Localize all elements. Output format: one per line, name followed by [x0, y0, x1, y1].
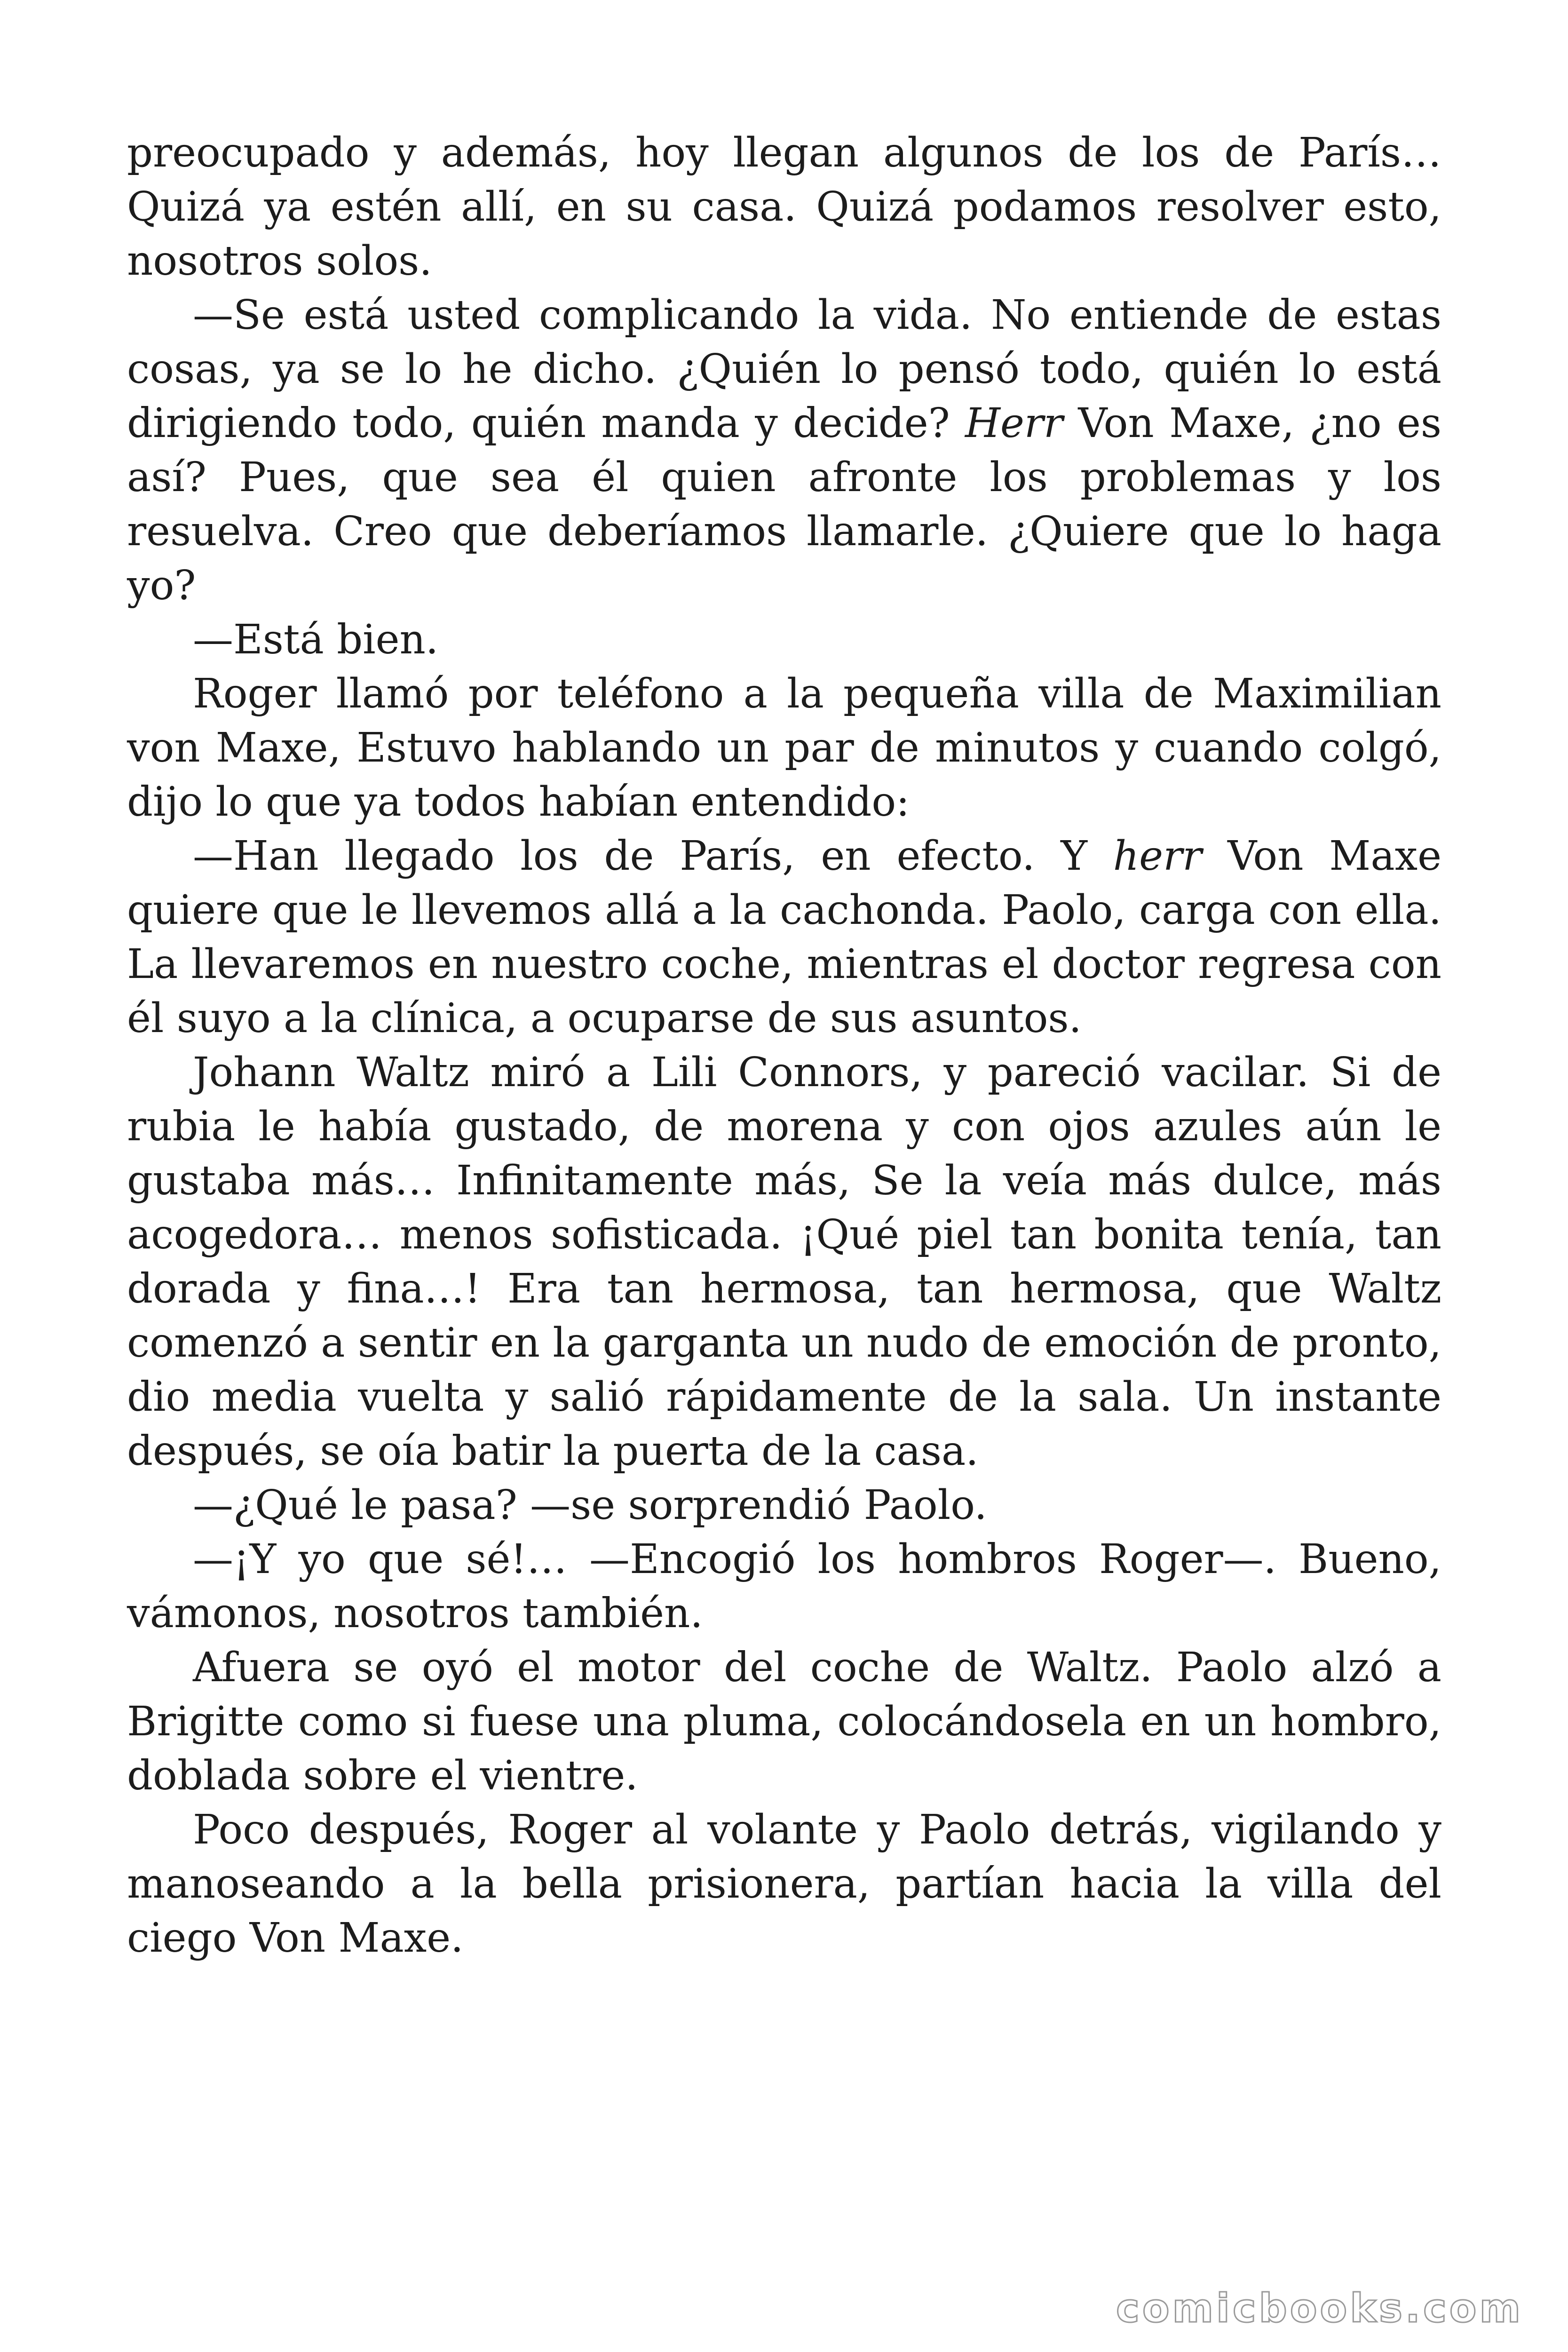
paragraph-text: Von Maxe quiere que le llevemos allá a la cachonda. Paolo, carga con ella. La llevaremos en nuestro coche, mientras el doctor regresa con él suyo a la clínica, a ocuparse de sus asuntos.	[127, 833, 1442, 1042]
paragraph-7	[127, 1478, 1441, 1533]
paragraph-6	[127, 1046, 1441, 1478]
paragraph-text: Roger llamó por teléfono a la pequeña villa de Maximilian von Maxe, Estuvo hablando un par de minutos y cuando colgó, dijo lo que ya todos habían entendido:	[127, 670, 1441, 826]
paragraph-10	[127, 1803, 1441, 1965]
paragraph-text: —¡Y yo que sé!… —Encogió los hombros Roger—. Bueno, vámonos, nosotros también.	[127, 1536, 1441, 1637]
paragraph-9	[127, 1641, 1441, 1803]
paragraph-text: —¿Qué le pasa? —se sorprendió Paolo.	[193, 1482, 987, 1529]
paragraph-text: —Se está usted complicando la vida. No entiende de estas cosas, ya se lo he dicho. ¿Quién lo pensó todo, quién lo está dirigiendo todo, quién manda y decide?	[127, 292, 1441, 447]
paragraph-4	[127, 667, 1441, 829]
paragraph-text: Johann Waltz miró a Lili Connors, y pareció vacilar. Si de rubia le había gustado, de morena y con ojos azules aún le gustaba más… Infinitamente más, Se la veía más dulce, más acogedora… menos sofisticada. ¡Qué piel tan bonita tenía, tan dorada y fina…! Era tan hermosa, tan hermosa, que Waltz comenzó a sentir en la garganta un nudo de emoción de pronto, dio media vuelta y salió rápidamente de la sala. Un instante después, se oía batir la puerta de la casa.	[127, 1049, 1441, 1475]
watermark-logo: comicbooks.com	[1116, 2285, 1523, 2331]
paragraph-text: —Han llegado los de París, en efecto. Y	[193, 833, 1113, 880]
paragraph-1	[127, 126, 1441, 288]
paragraph-3	[127, 613, 1441, 667]
paragraph-text: Von Maxe, ¿no es así? Pues, que sea él quien afronte los problemas y los resuelva. Creo que deberíamos llamarle. ¿Quiere que lo haga yo?	[127, 400, 1441, 609]
italic-word: herr	[1113, 833, 1202, 880]
paragraph-text: Afuera se oyó el motor del coche de Waltz. Paolo alzó a Brigitte como si fuese una pluma, colocándosela en un hombro, doblada sobre el vientre.	[127, 1644, 1441, 1799]
italic-word: Herr	[965, 400, 1063, 447]
paragraph-text: Poco después, Roger al volante y Paolo detrás, vigilando y manoseando a la bella prisionera, partían hacia la villa del ciego Von Maxe.	[127, 1806, 1441, 1962]
paragraph-5	[127, 829, 1441, 1046]
body-text	[127, 126, 1441, 1965]
paragraph-2	[127, 288, 1441, 613]
paragraph-text: —Está bien.	[193, 616, 439, 663]
paragraph-8	[127, 1533, 1441, 1641]
paragraph-text: preocupado y además, hoy llegan algunos de los de París… Quizá ya estén allí, en su casa. Quizá podamos resolver esto, nosotros solos.	[127, 129, 1441, 285]
